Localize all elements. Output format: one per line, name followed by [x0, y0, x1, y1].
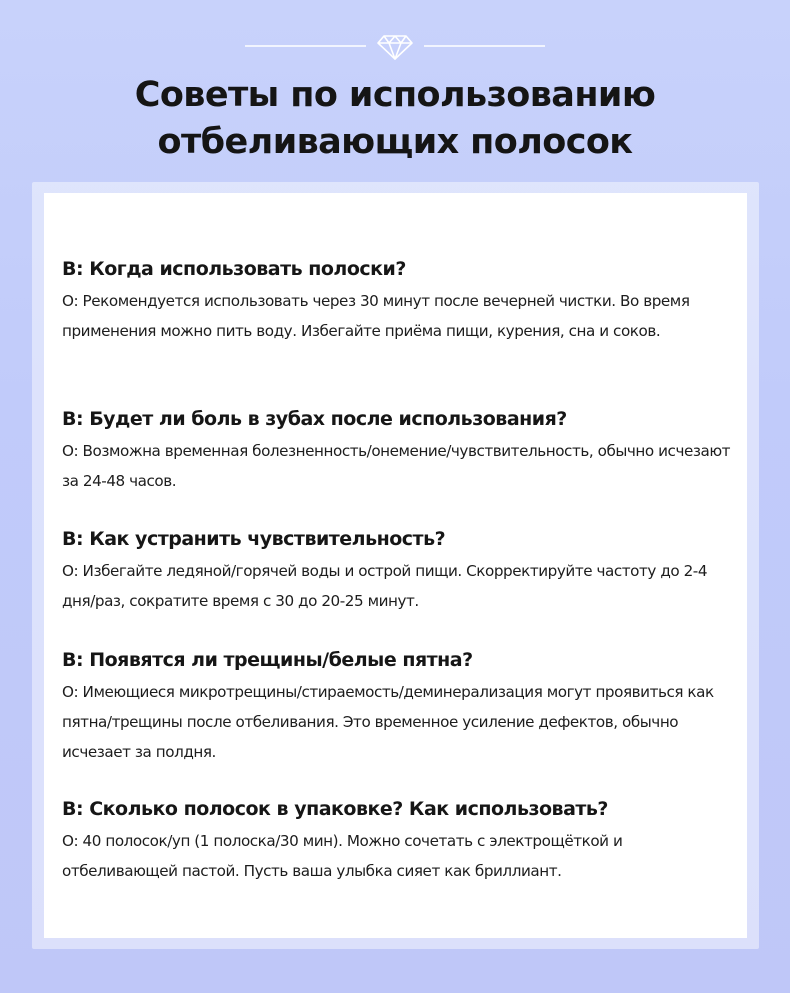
- page-title-line-2: отбеливающих полосок: [157, 122, 633, 162]
- faq-question: В: Появятся ли трещины/белые пятна?: [62, 649, 473, 671]
- faq-item-white-spots: [62, 647, 732, 767]
- faq-question: В: Когда использовать полоски?: [62, 258, 406, 280]
- faq-question: В: Как устранить чувствительность?: [62, 528, 446, 550]
- faq-item-when-to-use: [62, 256, 732, 346]
- faq-answer: О: Рекомендуется использовать через 30 минут после вечерней чистки. Во время применения можно пить воду. Избегайте приёма пищи, курения, сна и соков.: [62, 292, 690, 340]
- page-title: [0, 72, 790, 166]
- faq-answer: О: 40 полосок/уп (1 полоска/30 мин). Можно сочетать с электрощёткой и отбеливающей пастой. Пусть ваша улыбка сияет как бриллиант.: [62, 832, 623, 880]
- diamond-icon: [378, 36, 412, 59]
- faq-item-tooth-pain: [62, 406, 732, 496]
- faq-answer: О: Имеющиеся микротрещины/стираемость/деминерализация могут проявиться как пятна/трещины после отбеливания. Это временное усиление дефектов, обычно исчезает за полдня.: [62, 683, 714, 761]
- faq-question: В: Будет ли боль в зубах после использования?: [62, 408, 567, 430]
- faq-answer: О: Избегайте ледяной/горячей воды и острой пищи. Скорректируйте частоту до 2-4 дня/раз, сократите время с 30 до 20-25 минут.: [62, 562, 708, 610]
- faq-item-sensitivity: [62, 526, 732, 616]
- faq-answer: О: Возможна временная болезненность/онемение/чувствительность, обычно исчезают за 24-48 часов.: [62, 442, 731, 490]
- faq-item-package-count: [62, 796, 732, 886]
- page-title-line-1: Советы по использованию: [134, 75, 656, 115]
- top-ornament: [0, 30, 790, 62]
- faq-question: В: Сколько полосок в упаковке? Как использовать?: [62, 798, 608, 820]
